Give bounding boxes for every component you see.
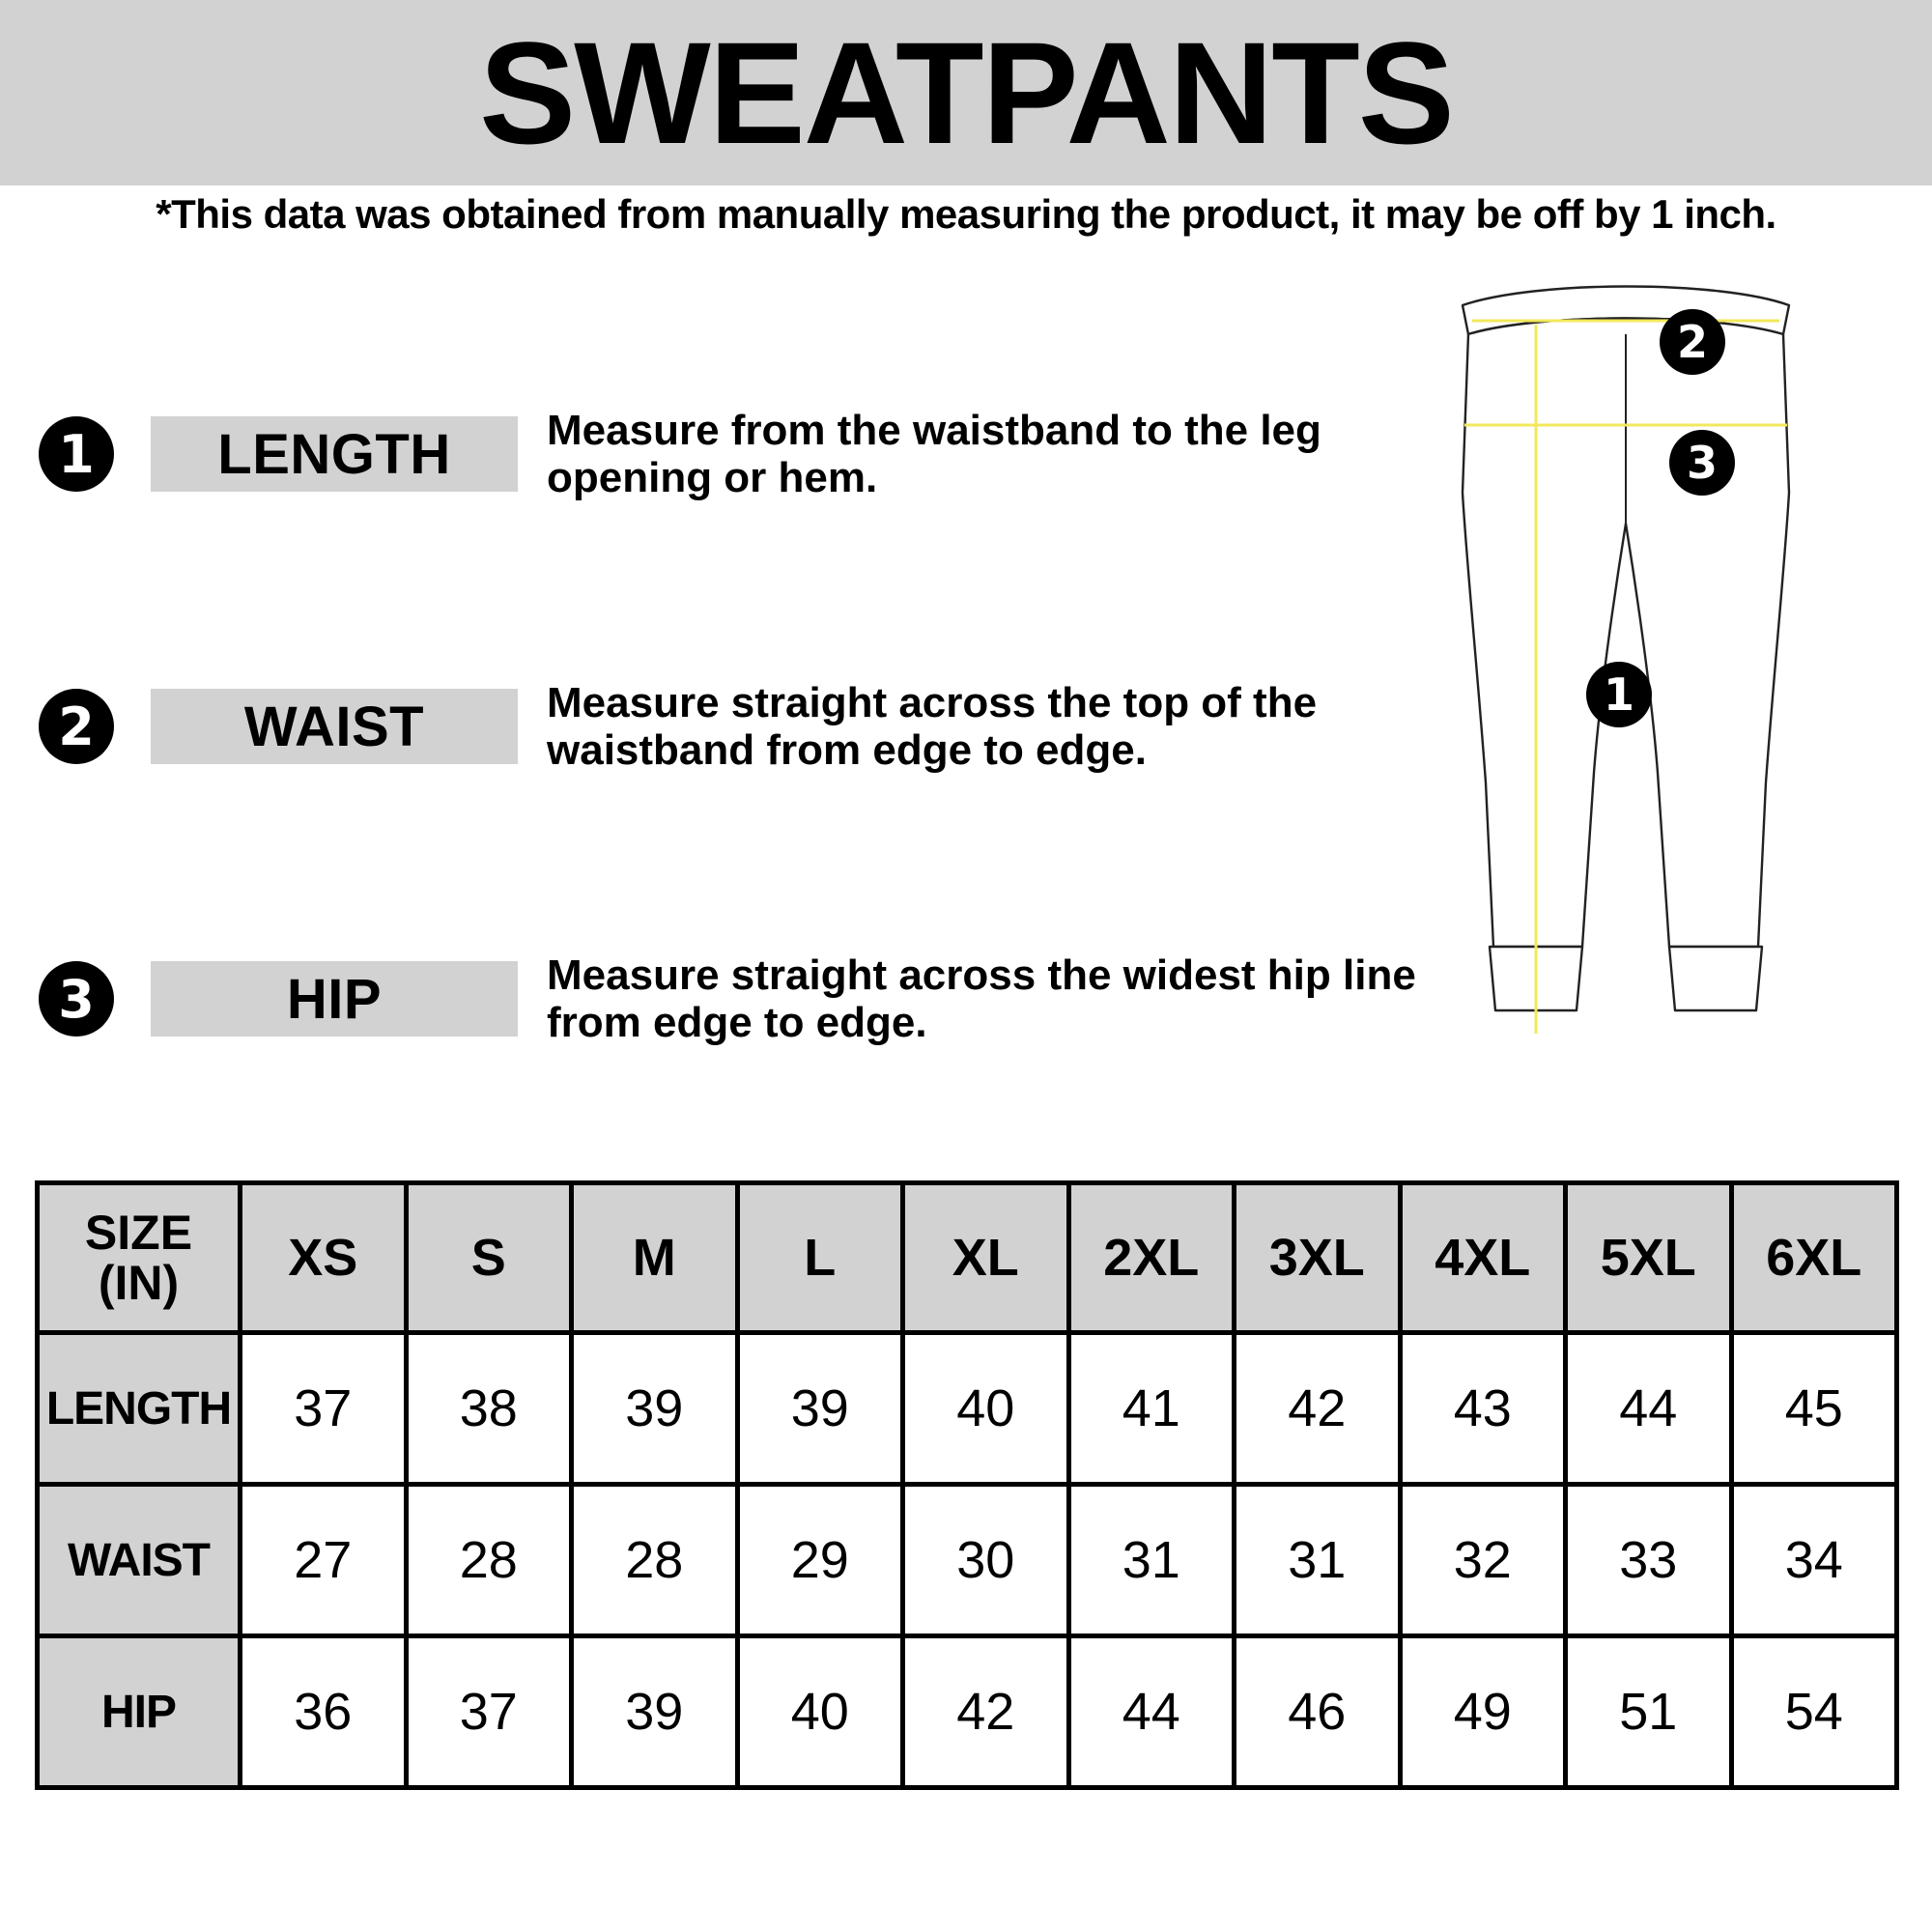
corner-label-line2: (IN) [98, 1256, 180, 1310]
waist-5xl: 33 [1566, 1485, 1732, 1636]
size-header-l: L [737, 1183, 903, 1333]
length-m: 39 [572, 1333, 738, 1485]
disclaimer-text: *This data was obtained from manually measuring the product, it may be off by 1 inch. [156, 191, 1776, 237]
legend-description-waist: Measure straight across the top of the waistband from edge to edge. [547, 678, 1318, 774]
hip-xl: 42 [903, 1636, 1069, 1788]
hip-5xl: 51 [1566, 1636, 1732, 1788]
waist-s: 28 [406, 1485, 572, 1636]
corner-label-line1: SIZE [84, 1205, 193, 1260]
hip-2xl: 44 [1068, 1636, 1235, 1788]
legend-label-hip: HIP [151, 961, 518, 1037]
hip-l: 40 [737, 1636, 903, 1788]
legend-description-length: Measure from the waistband to the leg opening or hem. [547, 406, 1321, 501]
waist-6xl: 34 [1731, 1485, 1897, 1636]
illustration-marker-2-icon: 2 [1660, 309, 1725, 375]
hip-3xl: 46 [1235, 1636, 1401, 1788]
waist-m: 28 [572, 1485, 738, 1636]
length-6xl: 45 [1731, 1333, 1897, 1485]
size-header-4xl: 4XL [1400, 1183, 1566, 1333]
length-3xl: 42 [1235, 1333, 1401, 1485]
size-table-wrapper [35, 1180, 1899, 1790]
legend-item-hip [39, 951, 1420, 1047]
waist-xl: 30 [903, 1485, 1069, 1636]
number-badge-3-icon: 3 [39, 961, 114, 1037]
page-title: SWEATPANTS [479, 12, 1453, 174]
legend-description-hip: Measure straight across the widest hip line from edge to edge. [547, 951, 1416, 1046]
illustration-marker-3-icon: 3 [1669, 430, 1735, 496]
hip-s: 37 [406, 1636, 572, 1788]
length-2xl: 41 [1068, 1333, 1235, 1485]
length-l: 39 [737, 1333, 903, 1485]
waist-xs: 27 [241, 1485, 407, 1636]
number-badge-1-icon: 1 [39, 416, 114, 492]
legend-item-length [39, 406, 1420, 502]
measurement-legend [39, 406, 1420, 1223]
row-label-length: LENGTH [38, 1333, 241, 1485]
row-label-waist: WAIST [38, 1485, 241, 1636]
title-bar [0, 0, 1932, 185]
size-header-m: M [572, 1183, 738, 1333]
hip-xs: 36 [241, 1636, 407, 1788]
size-header-3xl: 3XL [1235, 1183, 1401, 1333]
legend-item-waist [39, 678, 1420, 775]
hip-4xl: 49 [1400, 1636, 1566, 1788]
waist-4xl: 32 [1400, 1485, 1566, 1636]
waist-2xl: 31 [1068, 1485, 1235, 1636]
size-header-xl: XL [903, 1183, 1069, 1333]
table-row [38, 1636, 1897, 1788]
legend-label-waist: WAIST [151, 689, 518, 764]
hip-6xl: 54 [1731, 1636, 1897, 1788]
size-header-6xl: 6XL [1731, 1183, 1897, 1333]
table-header-row [38, 1183, 1897, 1333]
size-header-2xl: 2XL [1068, 1183, 1235, 1333]
table-row [38, 1333, 1897, 1485]
size-header-xs: XS [241, 1183, 407, 1333]
row-label-hip: HIP [38, 1636, 241, 1788]
illustration-marker-1-icon: 1 [1586, 662, 1652, 727]
length-xs: 37 [241, 1333, 407, 1485]
table-row [38, 1485, 1897, 1636]
length-4xl: 43 [1400, 1333, 1566, 1485]
sweatpants-illustration [1430, 270, 1816, 1140]
length-s: 38 [406, 1333, 572, 1485]
hip-m: 39 [572, 1636, 738, 1788]
length-xl: 40 [903, 1333, 1069, 1485]
size-table-head [38, 1183, 1897, 1333]
size-table [35, 1180, 1899, 1790]
legend-label-length: LENGTH [151, 416, 518, 492]
size-table-body [38, 1333, 1897, 1788]
waist-l: 29 [737, 1485, 903, 1636]
table-corner-label [38, 1183, 241, 1333]
length-5xl: 44 [1566, 1333, 1732, 1485]
size-header-5xl: 5XL [1566, 1183, 1732, 1333]
number-badge-2-icon: 2 [39, 689, 114, 764]
waist-3xl: 31 [1235, 1485, 1401, 1636]
size-header-s: S [406, 1183, 572, 1333]
